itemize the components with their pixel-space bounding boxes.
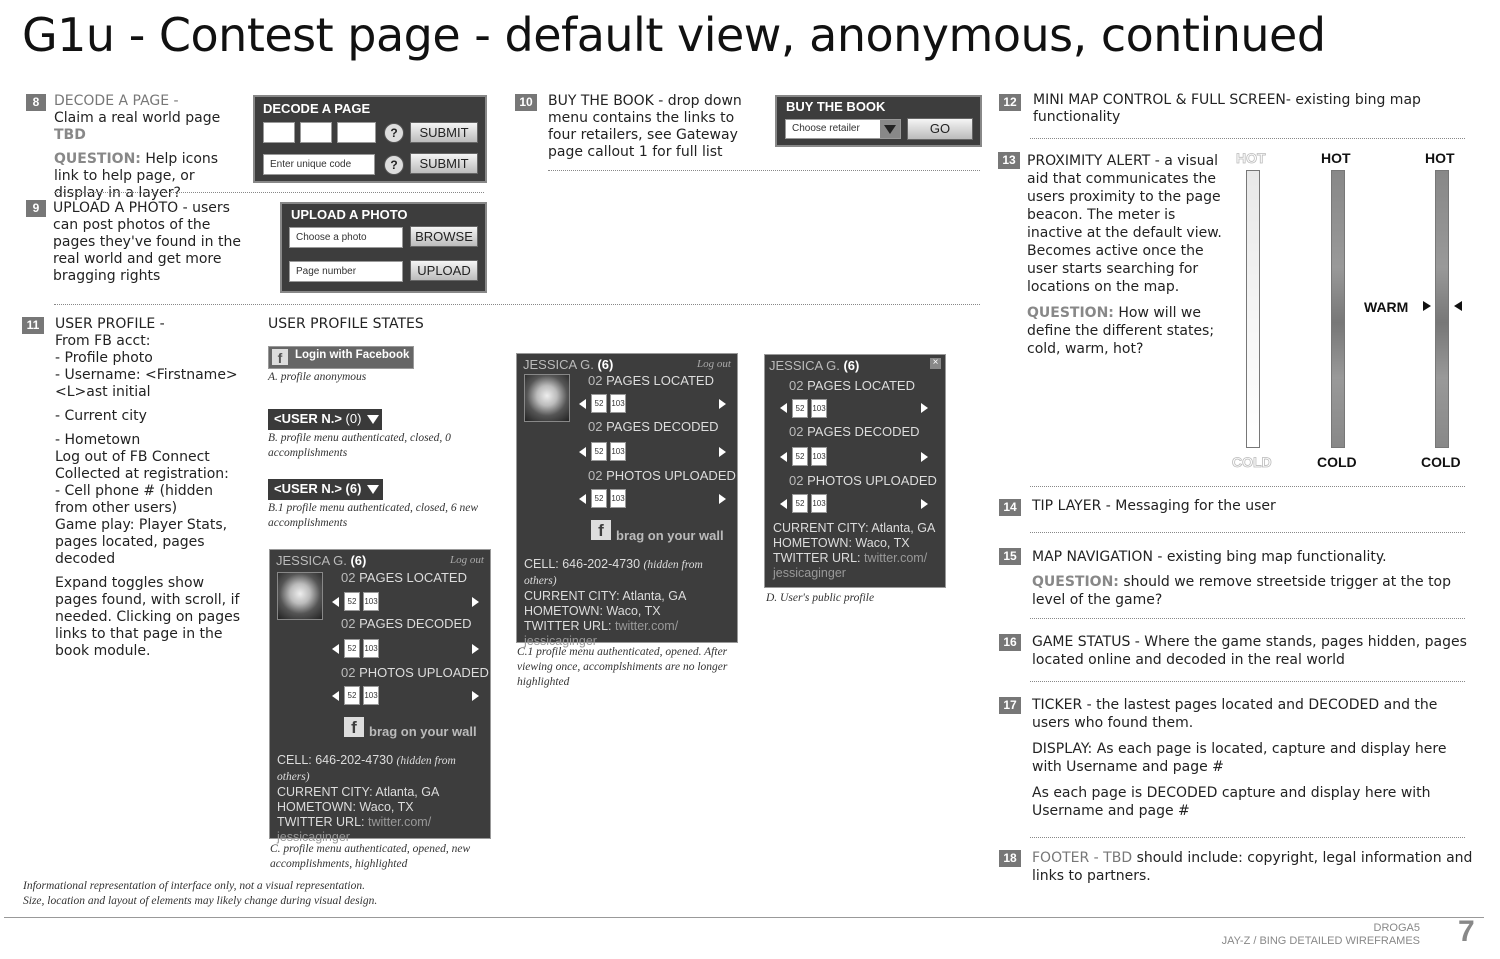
pages-decoded-toggle[interactable] (341, 616, 472, 631)
decode-page-panel (253, 95, 487, 183)
panel-title: BUY THE BOOK (786, 99, 886, 114)
profile-line: - Username: <Firstname> (55, 367, 238, 383)
scroll-right-icon[interactable] (921, 452, 928, 462)
question-label: QUESTION: (1032, 574, 1119, 590)
callout-number-9: 9 (26, 200, 46, 217)
caption-c: C. profile menu authenticated, opened, new accomplishments, highlighted (270, 843, 471, 870)
scroll-right-icon[interactable] (921, 403, 928, 413)
twitter-link[interactable]: twitter.com/ (614, 619, 679, 633)
user-menu-label: <USER N.> (6) (274, 481, 362, 496)
disclaimer-line: Size, location and layout of elements may likely change during visual design. (23, 895, 378, 907)
profile-name-text: JESSICA G. (523, 357, 594, 372)
page-title: G1u - Contest page - default view, anonymous, continued (22, 8, 1326, 62)
disclaimer-line: Informational representation of interface only, not a visual representation. (23, 880, 365, 892)
scroll-right-icon[interactable] (719, 399, 726, 409)
avatar (524, 374, 570, 422)
question-label: QUESTION: (1027, 305, 1114, 321)
twitter-link[interactable]: jessicaginger (773, 566, 846, 580)
section-14-description: TIP LAYER - Messaging for the user (1032, 498, 1276, 514)
question-text: How will we define the different states; cold, warm, hot? (1027, 305, 1215, 357)
warm-indicator-left-icon (1454, 301, 1462, 311)
page-thumb[interactable]: 52 (344, 592, 360, 611)
scroll-right-icon[interactable] (472, 597, 479, 607)
footer-label: FOOTER - TBD (1032, 850, 1133, 866)
label: PHOTOS UPLOADED (606, 468, 736, 483)
page-number: 7 (1458, 915, 1475, 948)
profile-line: Game play: Player Stats, pages located, pages decoded (55, 517, 228, 567)
label: PAGES LOCATED (359, 570, 467, 585)
help-icon[interactable]: ? (384, 123, 404, 143)
divider (1030, 486, 1465, 487)
chevron-down-icon (880, 120, 900, 138)
facebook-icon: f (272, 349, 288, 365)
photos-uploaded-toggle[interactable] (341, 665, 489, 680)
current-city: CURRENT CITY: Atlanta, GA (773, 521, 936, 535)
pages-located-toggle[interactable] (789, 378, 915, 393)
footer-text: should include: copyright, legal information and links to partners. (1032, 850, 1473, 884)
profile-line: Expand toggles show pages found, with scroll, if needed. Clicking on pages links to that page in the book module. (55, 575, 240, 659)
meter-cold-label: COLD (1421, 454, 1461, 470)
page-thumb[interactable]: 52 (792, 399, 808, 418)
page-thumb[interactable]: 103 (363, 639, 379, 658)
count: 02 (588, 419, 603, 434)
go-button[interactable]: GO (907, 118, 973, 140)
buy-book-panel (775, 95, 982, 147)
facebook-icon[interactable]: f (591, 520, 611, 540)
proximity-meter (1331, 170, 1345, 448)
caret-down-icon (367, 485, 379, 494)
scroll-left-icon[interactable] (579, 399, 586, 409)
browse-button[interactable]: BROWSE (410, 226, 478, 247)
page-thumb[interactable]: 103 (610, 442, 626, 461)
callout-number-11: 11 (22, 317, 44, 334)
photos-uploaded-toggle[interactable] (789, 473, 937, 488)
scroll-left-icon[interactable] (780, 403, 787, 413)
tbd-tag: TBD (54, 127, 86, 143)
callout-number-17: 17 (999, 697, 1021, 714)
profile-menu-opened (269, 549, 491, 844)
page-thumb[interactable]: 103 (610, 394, 626, 413)
profile-name (276, 553, 366, 568)
divider (1030, 532, 1465, 533)
facebook-login-label: Login with Facebook (295, 349, 410, 361)
disclaimer (23, 879, 377, 909)
twitter-label: TWITTER URL: (277, 815, 365, 829)
hometown: HOMETOWN: Waco, TX (277, 800, 414, 814)
count: 02 (789, 378, 804, 393)
ticker-text: TICKER - the lastest pages located and DECODED and the users who found them. (1032, 697, 1438, 731)
profile-line: <L>ast initial (55, 384, 151, 400)
profile-line: Log out of FB Connect (55, 449, 210, 465)
code-box-2[interactable] (300, 122, 332, 143)
divider (1030, 138, 1465, 139)
profile-name-text: JESSICA G. (276, 553, 347, 568)
meter-warm-label: WARM (1364, 299, 1409, 315)
callout-number-12: 12 (999, 94, 1021, 111)
profile-line: USER PROFILE - (55, 316, 165, 332)
scroll-left-icon[interactable] (579, 447, 586, 457)
profile-line: - Current city (55, 408, 147, 424)
profile-line: From FB acct: (55, 333, 151, 349)
section-10-description: BUY THE BOOK - drop down menu contains the links to four retailers, see Gateway page callout 1 for full list (548, 93, 742, 160)
page-thumb[interactable]: 52 (344, 686, 360, 705)
profile-count: (6) (597, 357, 614, 372)
submit-button[interactable]: SUBMIT (410, 122, 478, 143)
scroll-left-icon[interactable] (332, 597, 339, 607)
twitter-link[interactable]: twitter.com/ (863, 551, 928, 565)
page-thumb[interactable]: 52 (792, 494, 808, 513)
profile-states-title: USER PROFILE STATES (268, 316, 424, 332)
label: PAGES LOCATED (606, 373, 714, 388)
scroll-left-icon[interactable] (780, 452, 787, 462)
page-thumb[interactable]: 52 (344, 639, 360, 658)
retailer-select[interactable] (785, 119, 901, 139)
unique-code-input[interactable]: Enter unique code (263, 154, 375, 175)
section-8-label: DECODE A PAGE - (54, 93, 179, 109)
page-thumb[interactable]: 52 (591, 442, 607, 461)
caret-down-icon (367, 415, 379, 424)
label: PHOTOS UPLOADED (359, 665, 489, 680)
question-text: should we remove streetside trigger at the top level of the game? (1032, 574, 1452, 608)
callout-number-10: 10 (515, 94, 537, 111)
meter-cold-label-inactive: COLD (1232, 454, 1272, 470)
meter-hot-label: HOT (1425, 150, 1455, 166)
section-18-description (1032, 849, 1477, 885)
help-icon[interactable]: ? (384, 155, 404, 175)
section-16-description: GAME STATUS - Where the game stands, pages hidden, pages located online and decoded in the real world (1032, 634, 1467, 668)
page-number-input[interactable]: Page number (289, 261, 403, 282)
user-menu-closed[interactable] (268, 409, 382, 430)
photos-uploaded-toggle[interactable] (588, 468, 736, 483)
count: 02 (341, 616, 356, 631)
facebook-login-button[interactable] (268, 346, 414, 369)
profile-name-text: JESSICA G. (769, 358, 840, 373)
section-12-description: MINI MAP CONTROL & FULL SCREEN- existing bing map functionality (1033, 92, 1421, 125)
twitter-link[interactable]: jessicaginger (277, 830, 350, 844)
twitter-label: TWITTER URL: (524, 619, 612, 633)
divider (1030, 618, 1465, 619)
cell-phone: CELL: 646-202-4730 (277, 753, 394, 767)
user-menu-label: <USER N.> (274, 411, 342, 426)
meter-hot-label-inactive: HOT (1236, 150, 1266, 166)
public-profile (764, 354, 946, 588)
caption-c1: C.1 profile menu authenticated, opened. After viewing once, accomplshiments are no longer highlighted (517, 646, 728, 688)
question-text: Help icons link to help page, or display in a layer? (54, 151, 219, 201)
cell-phone: CELL: 646-202-4730 (524, 557, 641, 571)
page-thumb[interactable]: 103 (363, 686, 379, 705)
scroll-right-icon[interactable] (719, 447, 726, 457)
profile-info (277, 753, 489, 845)
count: 02 (588, 373, 603, 388)
logout-link[interactable]: Log out (450, 554, 484, 566)
divider (54, 304, 980, 305)
pages-located-toggle[interactable] (588, 373, 714, 388)
callout-number-16: 16 (999, 634, 1021, 651)
section-8-line: Claim a real world page (54, 110, 221, 126)
caption-d: D. User's public profile (766, 592, 875, 604)
twitter-link[interactable]: twitter.com/ (367, 815, 432, 829)
profile-line: Collected at registration: (55, 466, 229, 482)
divider (1030, 681, 1465, 682)
code-box-3[interactable] (337, 122, 376, 143)
caption-b1: B.1 profile menu authenticated, closed, 6 new accomplishments (268, 502, 479, 529)
code-box-1[interactable] (263, 122, 295, 143)
section-8-description (54, 93, 244, 202)
current-city: CURRENT CITY: Atlanta, GA (277, 785, 440, 799)
section-15-description (1032, 548, 1477, 609)
logout-link[interactable]: Log out (697, 358, 731, 370)
ticker-decoded-text: As each page is DECODED capture and display here with Username and page # (1032, 785, 1431, 819)
user-profile-description (55, 316, 245, 660)
pages-located-toggle[interactable] (341, 570, 467, 585)
page-thumb[interactable]: 103 (363, 592, 379, 611)
avatar (277, 572, 323, 620)
label: PAGES LOCATED (807, 378, 915, 393)
caption-a: A. profile anonymous (268, 371, 367, 383)
brag-on-wall-link[interactable]: brag on your wall (369, 724, 477, 739)
panel-title: DECODE A PAGE (263, 101, 371, 116)
section-13-description (1027, 152, 1222, 358)
callout-number-18: 18 (999, 850, 1021, 867)
section-9-description: UPLOAD A PHOTO - users can post photos of the pages they've found in the real world and get more bragging rights (53, 200, 241, 284)
upload-button[interactable]: UPLOAD (410, 260, 478, 281)
pages-decoded-toggle[interactable] (789, 424, 920, 439)
proximity-text: PROXIMITY ALERT - a visual aid that communicates the users proximity to the page beacon. The meter is inactive at the default view. Becomes active once the user starts searching for locations on the map. (1027, 153, 1222, 295)
current-city: CURRENT CITY: Atlanta, GA (524, 589, 687, 603)
label: PHOTOS UPLOADED (807, 473, 937, 488)
twitter-label: TWITTER URL: (773, 551, 861, 565)
cell-note: (hidden from others) (524, 559, 703, 587)
profile-line: - Profile photo (55, 350, 153, 366)
proximity-meter-warm (1435, 170, 1449, 448)
agency-name: DROGA5 (1373, 922, 1420, 934)
count: 02 (789, 424, 804, 439)
choose-photo-input[interactable]: Choose a photo (289, 227, 403, 248)
callout-number-14: 14 (999, 499, 1021, 516)
ticker-display-text: DISPLAY: As each page is located, capture and display here with Username and page # (1032, 741, 1447, 775)
submit-button[interactable]: SUBMIT (410, 153, 478, 174)
panel-title: UPLOAD A PHOTO (291, 207, 408, 222)
project-name: JAY-Z / BING DETAILED WIREFRAMES (1221, 935, 1420, 947)
page-thumb[interactable]: 103 (610, 489, 626, 508)
callout-number-13: 13 (998, 152, 1020, 169)
page-thumb[interactable]: 52 (591, 394, 607, 413)
page-thumb[interactable]: 103 (811, 399, 827, 418)
scroll-right-icon[interactable] (472, 691, 479, 701)
label: PAGES DECODED (807, 424, 920, 439)
scroll-left-icon[interactable] (332, 691, 339, 701)
map-navigation-text: MAP NAVIGATION - existing bing map functionality. (1032, 549, 1387, 565)
proximity-meter-inactive (1246, 170, 1260, 448)
scroll-right-icon[interactable] (921, 499, 928, 509)
user-menu-closed-new[interactable] (268, 479, 383, 500)
scroll-right-icon[interactable] (719, 494, 726, 504)
scroll-left-icon[interactable] (780, 499, 787, 509)
page-thumb[interactable]: 103 (811, 494, 827, 513)
label: PAGES DECODED (606, 419, 719, 434)
pages-decoded-toggle[interactable] (588, 419, 719, 434)
meter-hot-label: HOT (1321, 150, 1351, 166)
profile-menu-opened-viewed (516, 353, 738, 648)
profile-count: (6) (843, 358, 860, 373)
meter-cold-label: COLD (1317, 454, 1357, 470)
profile-count: (6) (350, 553, 367, 568)
profile-info (524, 557, 736, 649)
profile-info (773, 521, 943, 581)
hometown: HOMETOWN: Waco, TX (773, 536, 910, 550)
warm-indicator-right-icon (1423, 301, 1431, 311)
caption-b: B. profile menu authenticated, closed, 0 accomplishments (268, 432, 451, 459)
user-menu-count: (0) (345, 411, 362, 426)
profile-line: - Cell phone # (hidden from other users) (55, 483, 214, 516)
callout-number-15: 15 (999, 548, 1021, 565)
count: 02 (341, 570, 356, 585)
profile-name (769, 358, 859, 373)
page-thumb[interactable]: 103 (811, 447, 827, 466)
label: PAGES DECODED (359, 616, 472, 631)
page-footer (1150, 922, 1420, 948)
profile-line: - Hometown (55, 432, 141, 448)
count: 02 (341, 665, 356, 680)
footer-rule (4, 917, 1484, 918)
divider (54, 192, 484, 193)
cell-note: (hidden from others) (277, 755, 456, 783)
section-17-description (1032, 696, 1477, 820)
hometown: HOMETOWN: Waco, TX (524, 604, 661, 618)
profile-name (523, 357, 613, 372)
scroll-right-icon[interactable] (472, 644, 479, 654)
upload-photo-panel (280, 202, 487, 293)
callout-number-8: 8 (26, 94, 46, 111)
page-thumb[interactable]: 52 (591, 489, 607, 508)
retailer-select-value: Choose retailer (792, 123, 860, 134)
count: 02 (588, 468, 603, 483)
close-icon[interactable]: × (930, 358, 941, 369)
page-thumb[interactable]: 52 (792, 447, 808, 466)
facebook-icon[interactable]: f (344, 717, 364, 737)
brag-on-wall-link[interactable]: brag on your wall (616, 528, 724, 543)
question-label: QUESTION: (54, 151, 141, 167)
twitter-link[interactable]: jessicaginger (524, 634, 597, 648)
scroll-left-icon[interactable] (579, 494, 586, 504)
scroll-left-icon[interactable] (332, 644, 339, 654)
count: 02 (789, 473, 804, 488)
divider (1030, 837, 1465, 838)
divider (548, 170, 980, 171)
